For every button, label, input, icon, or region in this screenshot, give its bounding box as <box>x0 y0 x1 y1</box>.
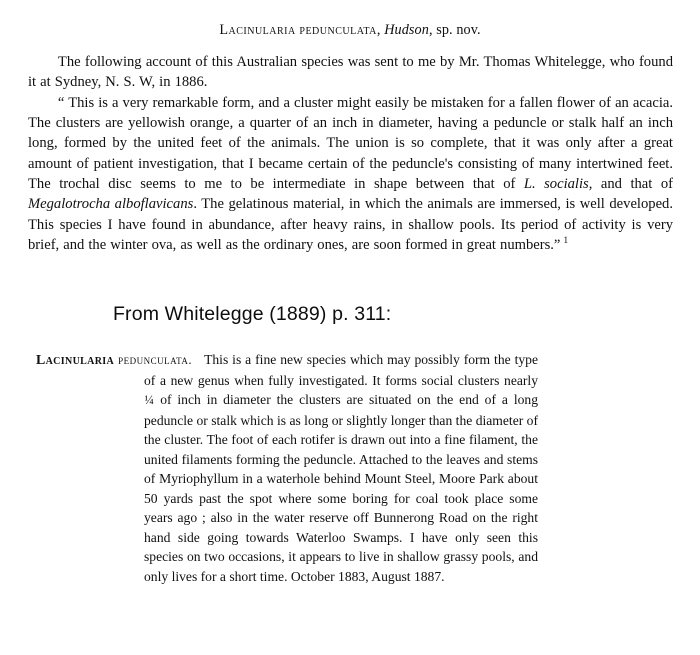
intro-text: The following account of this Australian species was sent to me by Mr. Thomas Whitelegge, who found it at Sydney, N. S. W, in 1886. <box>28 54 673 91</box>
paragraph-quotation <box>28 93 673 256</box>
title-rank: , sp. nov. <box>428 22 481 38</box>
fraction-one-quarter: ¼ <box>144 393 154 408</box>
whitelegge-text-2: of inch in diameter the clusters are situated on the end of a long peduncle or stalk which is as long or slightly longer than the diameter of the cluster. The foot of each rotifer is drawn out into a fine filament, the united filaments forming the peduncle. Attached to the leaves and stems of Myriophyllum in a waterhole behind Mount Steel, Moore Park about 50 yards past the spot where some boring for coal took place some years ago ; also in the water reserve off Bunnerong Road on the right hand side going towards Waterloo Swamps. I have only seen this species on two occasions, it appears to live in shallow grassy pools, and only lives for a short time. October 1883, August 1887. <box>144 392 538 585</box>
footnote-reference: 1 <box>563 235 569 247</box>
species-name-l-socialis: L. socialis <box>523 176 589 193</box>
whitelegge-genus: Lacinularia <box>36 353 115 368</box>
species-name-megalotrocha: Megalotrocha alboflavicans <box>28 196 194 213</box>
hudson-account-block <box>28 52 673 255</box>
quotation-text-1: “ This is a very remarkable form, and a cluster might easily be mistaken for a fallen flower of an acacia. The clusters are yellowish orange, a quarter of an inch in diameter, having a peduncle or stalk half an inch long, formed by the united feet of the animals. The union is so complete, that it was only after a great amount of patient investigation, that I became certain of the peduncle's consisting of many intertwined feet. The trochal disc seems to me to be intermediate in shape between that of <box>28 94 673 193</box>
source-heading: From Whitelegge (1889) p. 311: <box>113 303 392 325</box>
title-genus: Lacinularia <box>219 22 296 38</box>
whitelegge-excerpt-block <box>36 350 538 587</box>
page-title <box>0 22 700 39</box>
title-epithet: pedunculata <box>299 22 377 38</box>
quotation-text-2: , and that of <box>588 176 673 193</box>
whitelegge-epithet: pedunculata. <box>118 353 193 367</box>
title-authority: Hudson <box>384 22 429 38</box>
quotation-text-3: . The gelatinous material, in which the animals are immersed, is well developed. This species I have found in abundance, after heavy rains, in shallow pools. Its period of activity is very brief, and the winter ova, as well as the ordinary ones, are soon formed in great numbers.” <box>28 196 673 254</box>
title-comma: , <box>376 22 381 38</box>
whitelegge-paragraph <box>36 350 538 587</box>
whitelegge-text-1: This is a fine new species which may possibly form the type of a new genus when fully investigated. It forms social clusters nearly <box>144 352 538 388</box>
paragraph-intro <box>28 52 673 93</box>
